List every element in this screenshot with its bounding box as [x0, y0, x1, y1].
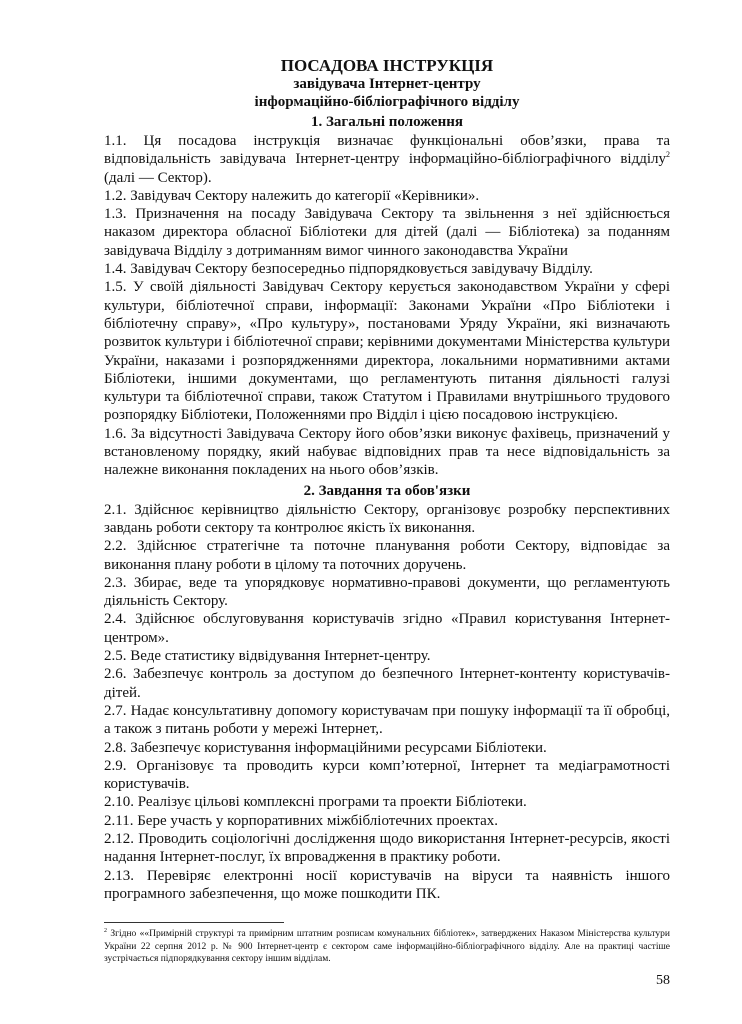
paragraph [104, 793, 670, 811]
paragraph [104, 132, 670, 187]
document-subtitle-line1: завідувача Інтернет-центру [293, 76, 481, 92]
paragraph-text: 1.3. Призначення на посаду Завідувача Сектору та звільнення з неї здійснюється наказом директора обласної Бібліотеки для дітей (далі — Бібліотека) за поданням завідувача Відділу з дотриманням вимог чинного законодавства України [104, 206, 670, 259]
paragraph-text: 2.13. Перевіряє електронні носії користувачів на віруси та наявність іншого програмного забезпечення, що може пошкодити ПК. [104, 867, 670, 902]
document-title: ПОСАДОВА ІНСТРУКЦІЯ [280, 56, 494, 75]
paragraph-text: 2.10. Реалізує цільові комплексні програми та проекти Бібліотеки. [104, 794, 527, 811]
paragraph [104, 425, 670, 480]
paragraph-text: 2.12. Проводить соціологічні дослідження щодо використання Інтернет-ресурсів, якості надання Інтернет-послуг, їх впровадження в практику роботи. [104, 830, 670, 866]
document-subtitle-line2: інформаційно-бібліографічного відділу [254, 94, 520, 110]
paragraph-text: 2.7. Надає консультативну допомогу користувачам при пошуку інформації та її обробці, а також з питань роботи у мережі Інтернет,. [104, 702, 670, 738]
footnote-mark: 2 [104, 927, 107, 934]
footnote-text: Згідно ««Примірній структурі та примірним штатним розписам комунальних бібліотек», затверджених Наказом Міністерства культури України 22 серпня 2012 р. № 900 Інтернет-центр є сектором саме інформаційно-бібліографічного відділу. Але на практиці частіше зустрічається підпорядкування сектору іншим відділам. [104, 929, 670, 964]
section-heading: 2. Завдання та обов'язки [303, 482, 471, 499]
paragraph [104, 702, 670, 739]
paragraph [104, 187, 670, 205]
paragraph [104, 501, 670, 538]
paragraph-text: 2.6. Забезпечує контроль за доступом до безпечного Інтернет-контенту користувачів-дітей. [104, 666, 670, 701]
footnote-reference: 2 [666, 150, 670, 160]
paragraph-text-tail: (далі — Сектор). [104, 169, 212, 186]
paragraph [104, 830, 670, 867]
paragraph [104, 757, 670, 794]
paragraph [104, 739, 670, 757]
paragraph [104, 665, 670, 702]
paragraph-text: 1.4. Завідувач Сектору безпосередньо підпорядковується завідувачу Відділу. [104, 261, 593, 278]
paragraph-text: 2.11. Бере участь у корпоративних міжбібліотечних проектах. [104, 812, 499, 829]
paragraph-text: 2.2. Здійснює стратегічне та поточне планування роботи Сектору, відповідає за виконання плану роботи в цілому та поточних доручень. [104, 538, 670, 573]
paragraph-text: 1.2. Завідувач Сектору належить до категорії «Керівники». [104, 187, 480, 204]
paragraph-text: 2.4. Здійснює обслуговування користувачів згідно «Правил користування Інтернет-центром». [104, 611, 670, 646]
page-number: 58 [656, 973, 670, 988]
paragraph [104, 610, 670, 647]
paragraph-text: 1.1. Ця посадова інструкція визначає функціональні обов’язки, права та відповідальність завідувача Інтернет-центру інформаційно-бібліографічного відділу [104, 133, 670, 168]
footnote-divider [104, 922, 284, 923]
paragraph [104, 867, 670, 904]
paragraph [104, 205, 670, 260]
paragraph-text: 1.5. У своїй діяльності Завідувач Сектору керується законодавством України у сфері культури, бібліотечної справи, інформації: Законами України «Про Бібліотеки і бібліотечну справу», «Про культуру», постановами Уряду України, які визначають розвиток культури і бібліотечної справи; керівними документами Міністерства культури України, наказами і розпорядженнями директора, локальними нормативними актами Бібліотеки, іншими документами, що регламентують питання діяльності галузі культури та бібліотечної справи, також Статутом і Правилами внутрішнього трудового розпорядку Бібліотеки, Положеннями про Відділ і цією посадовою інструкцією. [104, 279, 670, 424]
paragraph [104, 537, 670, 574]
paragraph-text: 2.5. Веде статистику відвідування Інтернет-центру. [104, 648, 431, 665]
paragraph [104, 812, 670, 830]
paragraph-text: 2.3. Збирає, веде та упорядковує нормативно-правові документи, що регламентують діяльність Сектору. [104, 574, 670, 610]
paragraph [104, 574, 670, 611]
footnote [104, 928, 670, 966]
document-page [104, 56, 670, 1008]
section-heading: 1. Загальні положення [311, 114, 463, 130]
paragraph-text: 1.6. За відсутності Завідувача Сектору його обов’язки виконує фахівець, призначений у встановленому порядку, який набуває відповідних прав та несе відповідальність за належне виконання покладених на нього обов’язків. [104, 425, 670, 479]
paragraph [104, 260, 670, 278]
document-body [104, 113, 670, 903]
paragraph-text: 2.1. Здійснює керівництво діяльністю Сектору, організовує розробку перспективних завдань роботи сектору та контролює якість їх виконання. [104, 501, 670, 536]
paragraph-text: 2.8. Забезпечує користування інформаційними ресурсами Бібліотеки. [104, 739, 547, 756]
paragraph [104, 647, 670, 665]
paragraph-text: 2.9. Організовує та проводить курси комп’ютерної, Інтернет та медіаграмотності користувачів. [104, 757, 670, 793]
paragraph [104, 278, 670, 424]
